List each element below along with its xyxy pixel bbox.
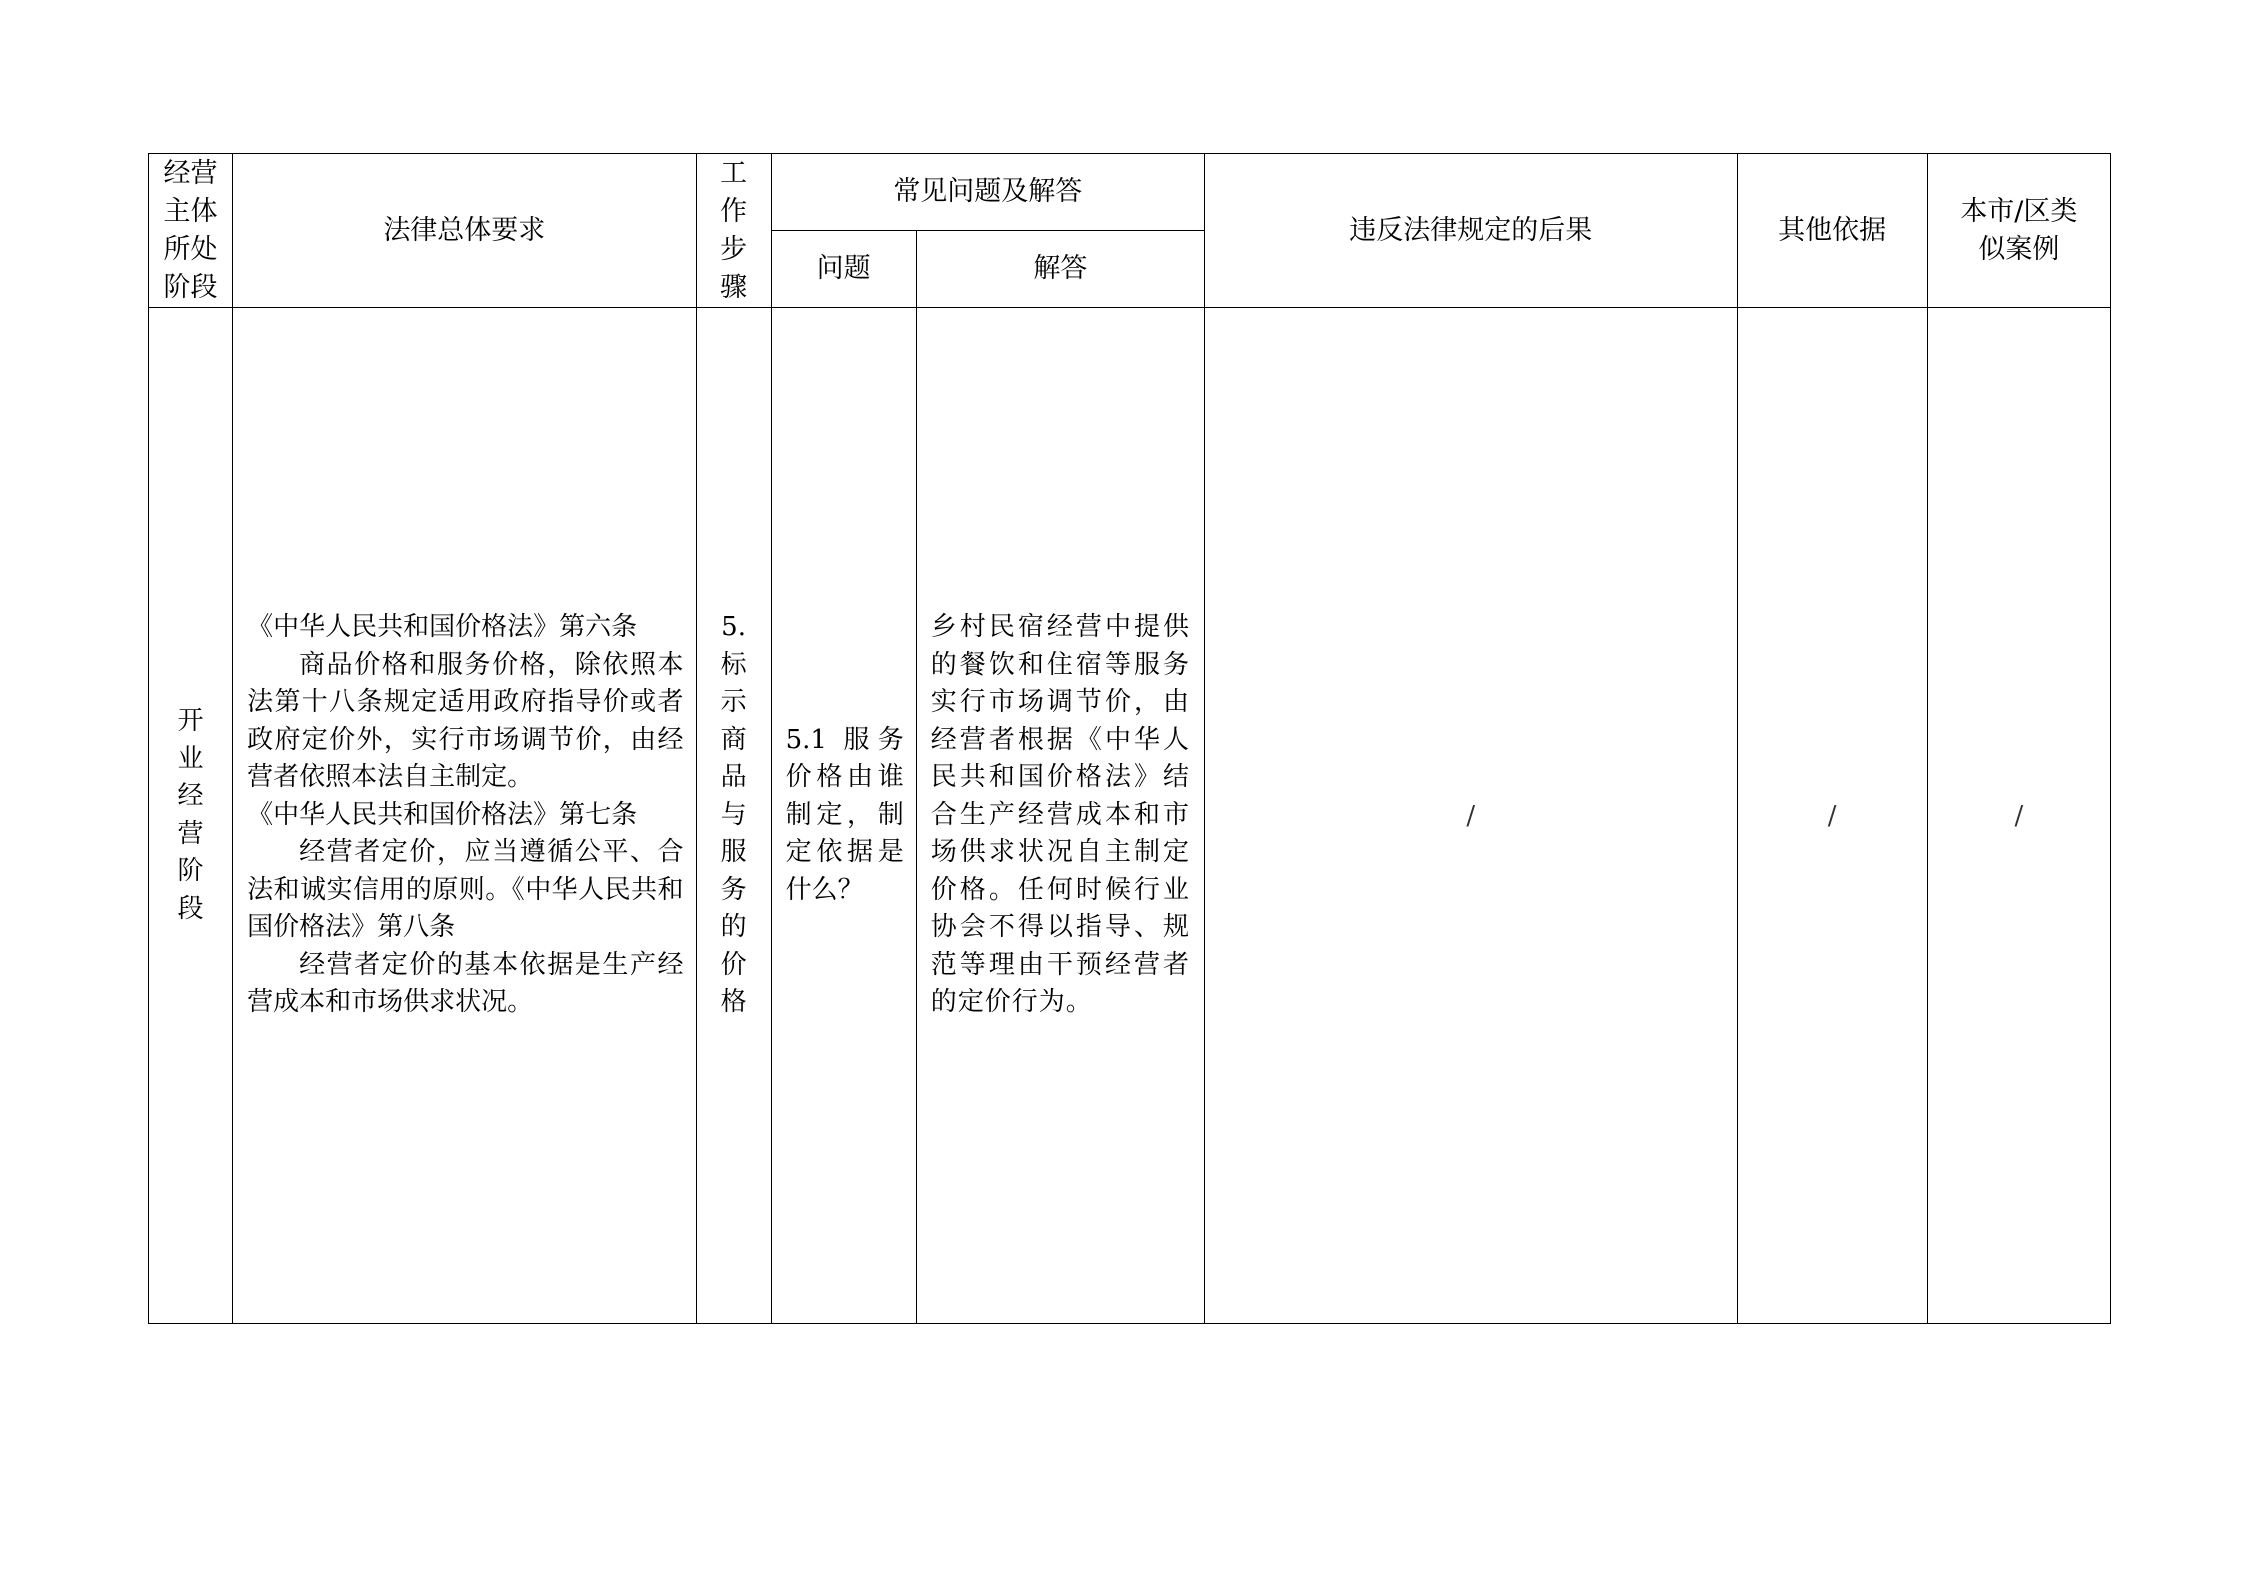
cell-consequences	[1205, 308, 1738, 1324]
header-stage	[149, 154, 233, 308]
header-faq	[771, 154, 1204, 231]
header-step-label: 工作步骤	[720, 157, 748, 303]
header-row	[149, 154, 2111, 231]
law-article-text: 经营者定价，应当遵循公平、合法和诚实信用的原则。《中华人民共和国价格法》第八条	[247, 837, 684, 943]
question-text: 5.1 服务价格由谁制定，制定依据是什么？	[785, 724, 904, 905]
header-work-step	[696, 154, 771, 308]
cell-other-basis	[1737, 308, 1927, 1324]
cell-answer	[916, 308, 1204, 1324]
header-answer-label: 解答	[1033, 253, 1088, 284]
cell-law	[233, 308, 696, 1324]
header-answer	[916, 231, 1204, 308]
header-similar-cases	[1927, 154, 2110, 308]
law-article-title: 《中华人民共和国价格法》第七条	[247, 799, 638, 830]
stage-text: 开业经营阶段	[177, 706, 204, 924]
cell-question	[771, 308, 916, 1324]
other-basis-text: /	[1827, 800, 1837, 831]
law-article-title: 《中华人民共和国价格法》第六条	[247, 612, 638, 643]
header-question-label: 问题	[816, 253, 871, 284]
header-similar-cases-label: 本市/区类似案例	[1960, 195, 2078, 265]
header-question	[771, 231, 916, 308]
header-law-requirements	[233, 154, 696, 308]
similar-cases-text: /	[2014, 800, 2024, 831]
law-article-text: 经营者定价的基本依据是生产经营成本和市场供求状况。	[247, 949, 684, 1018]
work-step-text: 5.标示商品与服务的价格	[720, 612, 747, 1018]
cell-stage	[149, 308, 233, 1324]
header-other-basis	[1737, 154, 1927, 308]
table-row	[149, 308, 2111, 1324]
answer-text: 乡村民宿经营中提供的餐饮和住宿等服务实行市场调节价，由经营者根据《中华人民共和国价格法》结合生产经营成本和市场供求状况自主制定价格。任何时候行业协会不得以指导、规范等理由干预经营者的定价行为。	[930, 612, 1191, 1018]
cell-work-step	[696, 308, 771, 1324]
cell-similar-cases	[1927, 308, 2110, 1324]
law-text-block	[233, 609, 695, 1022]
law-article-text: 商品价格和服务价格，除依照本法第十八条规定适用政府指导价或者政府定价外，实行市场调节价，由经营者依照本法自主制定。	[247, 649, 684, 793]
regulation-table	[148, 153, 2111, 1324]
consequences-text: /	[1466, 800, 1476, 831]
header-consequences-label: 违反法律规定的后果	[1349, 214, 1593, 246]
header-faq-label: 常见问题及解答	[893, 176, 1083, 207]
header-consequences	[1205, 154, 1738, 308]
header-law-label: 法律总体要求	[383, 214, 546, 246]
header-other-basis-label: 其他依据	[1778, 214, 1887, 246]
header-stage-label: 经营主体所处阶段	[163, 157, 218, 303]
